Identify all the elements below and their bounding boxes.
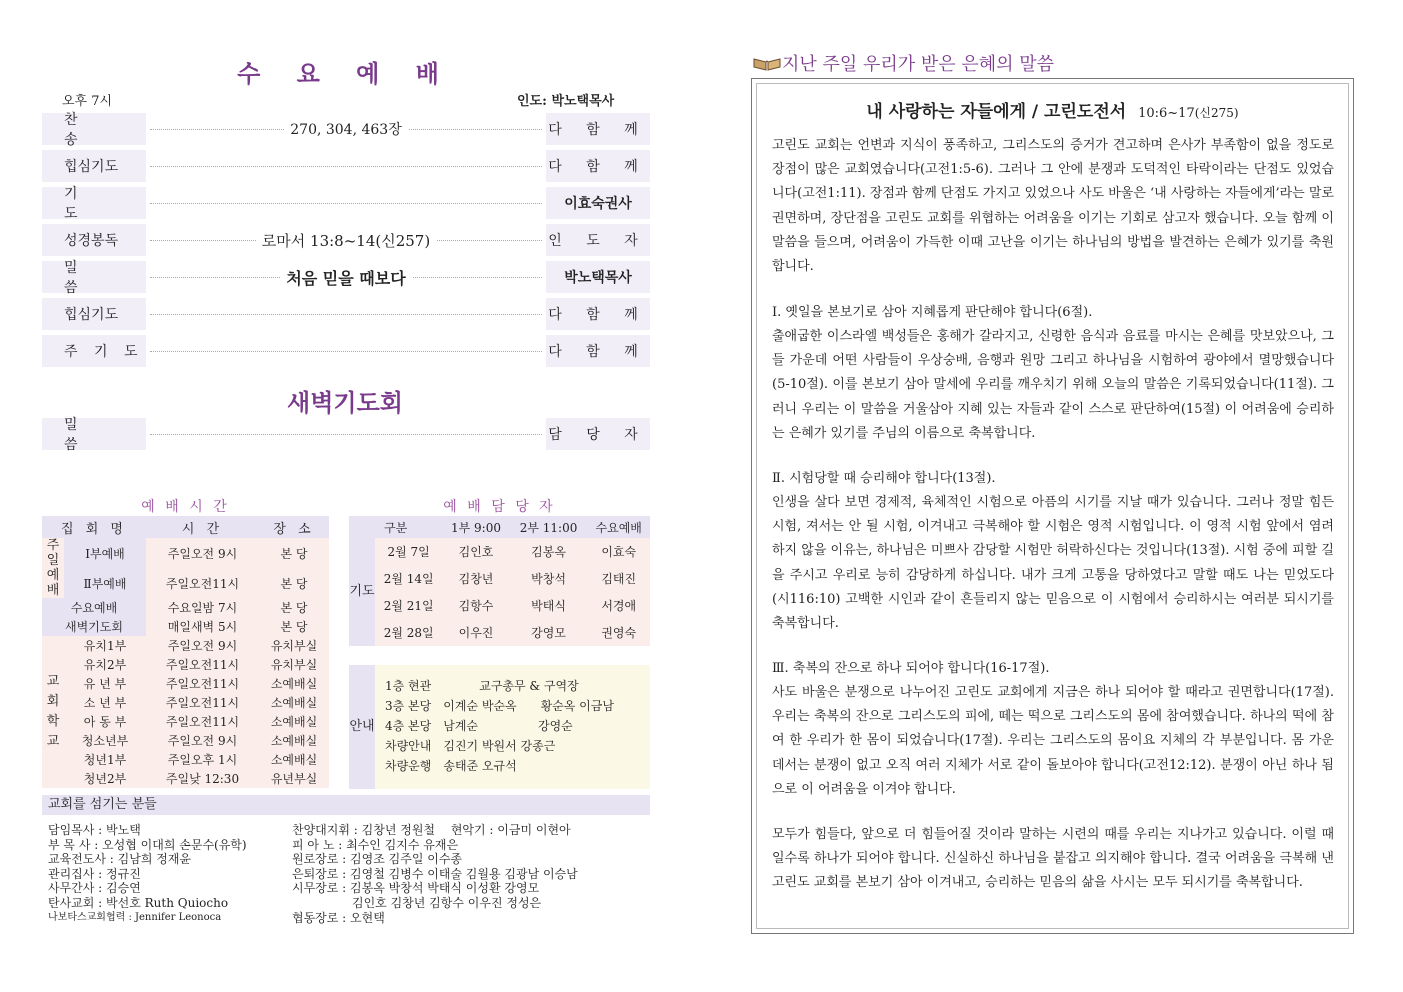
table-cell: 2월 28일 [375, 619, 442, 646]
table-row [42, 598, 329, 617]
table-cell: 소예배실 [259, 750, 329, 769]
table-cell: 유치부실 [259, 655, 329, 674]
sermon-title-line [756, 97, 1349, 122]
wed-service-time: 오후 7시 [62, 94, 113, 109]
table-cell: 유 년 부 [64, 674, 146, 693]
table-row [42, 769, 329, 788]
staff-line: 부 목 사 : 오성협 이대희 손문수(유학) [48, 837, 247, 852]
guide-group-label: 안내 [349, 665, 375, 789]
point-body: 사도 바울은 분쟁으로 나누어진 고린도 교회에게 지금은 하나 되어야 할 때라고 권면합니다(17절). 우리는 축복의 잔으로 그리스도의 피에, 떼는 떡으로 그리스도의 몸에 참여했습니다. 하나의 떡에 참여 한 우리가 한 몸이 되었습니다(17절). 우리는 그리스도의 몸이요 지체의 각 부분입니다. 몸 가운데서는 분쟁이 없고 오직 여러 지체가 서로 같이 돌보아야 합니다(고전12:12). 분쟁이 아닌 하나 됨으로 이 어려움을 이겨야 합니다. [772, 685, 1334, 797]
table-cell: 2월 21일 [375, 592, 442, 619]
point-body: 출애굽한 이스라엘 백성들은 홍해가 갈라지고, 신령한 음식과 음료를 마시는 은혜를 맛보았으나, 그들 가운데 어떤 사람들이 우상숭배, 음행과 원망 그리고 하나님을 시험하여 광야에서 멸망했습니다(5-10절). 이를 본보기 삼아 말세에 우리를 깨우치기 위해 오늘의 말씀은 기록되었습니다(11절). 그러니 우리는 이 말씀을 거울삼아 지혜 있는 자들과 같이 스스로 판단하여(15절) 이 어려움에 승리하는 은혜가 있기를 주님의 이름으로 축복합니다. [772, 329, 1334, 441]
dawn-row [42, 417, 650, 453]
table-cell: 소예배실 [259, 712, 329, 731]
sermon-header-text: 지난 주일 우리가 받은 은혜의 말씀 [782, 54, 1055, 75]
table-cell: 서경애 [587, 592, 650, 619]
order-row [42, 186, 650, 222]
table-cell: 수요일밤 7시 [146, 598, 259, 617]
table-cell: 박태식 [510, 592, 588, 619]
table-cell: 주일오전 9시 [146, 538, 259, 568]
duty-table [349, 516, 650, 646]
table-row [42, 538, 329, 568]
table-row [42, 712, 329, 731]
order-person: 담 당 자 [546, 418, 650, 450]
order-row [42, 112, 650, 148]
order-row [42, 150, 650, 182]
staff-left-list [48, 823, 247, 925]
table-cell: 박창석 [510, 565, 588, 592]
staff-line: 찬양대지휘 : 김창년 정원철 현악기 : 이금미 이현아 [292, 823, 571, 837]
school-group-label: 교회학교 [42, 636, 64, 788]
table-cell: 본 당 [259, 538, 329, 568]
table-cell: 수요예배 [42, 598, 146, 617]
duty-title: 예 배 담 당 자 [443, 499, 556, 515]
staff-line: 김인호 김창년 김항수 이우진 정성은 [292, 895, 542, 910]
order-label: 찬 송 [42, 113, 146, 145]
order-label: 주 기 도 [42, 335, 146, 367]
table-cell: 소예배실 [259, 693, 329, 712]
col-header: 집 회 명 [42, 516, 146, 538]
sermon-ref: 10:6~17 [1138, 106, 1195, 121]
col-header: 수요예배 [587, 516, 650, 538]
table-cell: 청년2부 [64, 769, 146, 788]
table-cell: 2월 7일 [375, 538, 442, 565]
order-label: 힙심기도 [42, 298, 146, 330]
sunday-group-label: 주일예배 [42, 538, 64, 598]
col-header: 장 소 [259, 516, 329, 538]
table-cell: 본 당 [259, 598, 329, 617]
order-label: 성경봉독 [42, 224, 146, 256]
table-cell: 김태진 [587, 565, 650, 592]
table-row [349, 592, 650, 619]
table-cell: 이효숙 [587, 538, 650, 565]
staff-line: 담임목사 : 박노택 [48, 823, 141, 837]
table-cell: 주일오전11시 [146, 568, 259, 598]
guide-line: 차량운행 송태준 오규석 [385, 759, 517, 773]
sermon-ref-note: (신275) [1194, 106, 1239, 120]
sermon-title: 처음 믿을 때보다 [280, 266, 411, 289]
guide-line: 차량안내 김진기 박원서 강종근 [385, 739, 556, 753]
order-person: 다 함 께 [546, 298, 650, 330]
table-cell: 강영모 [510, 619, 588, 646]
table-cell: 청년1부 [64, 750, 146, 769]
table-cell: 유치1부 [64, 636, 146, 655]
order-person: 박노택목사 [546, 261, 650, 293]
table-cell: 주일오전11시 [146, 674, 259, 693]
point-body: 인생을 살다 보면 경제적, 육체적인 시험으로 아픔의 시기를 지날 때가 있습니다. 그러나 정말 힘든 시험, 져서는 안 될 시험, 이겨내고 극복해야 할 시험은 영적 시험입니다. 이 영적 시험 앞에서 염려하지 않을 이유는, 하나님은 미쁘사 감당할 시험만 허락하신다는 것입니다(13절). 시험 중에 피할 길을 주시고 우리로 능히 감당하게 하십니다. 내가 크게 고통을 당하였다고 말할 때도 나는 믿었도다(시116:10) 고백한 시인과 같이 흔들리지 않는 믿음으로 이 시험에서 승리하시는 여러분 되시기를 축복합니다. [772, 495, 1334, 632]
sermon-conclusion: 모두가 힘들다, 앞으로 더 힘들어질 것이라 말하는 시련의 때를 우리는 지나가고 있습니다. 이럴 때일수록 하나가 되어야 합니다. 신실하신 하나님을 붙잡고 의지해야 합니다. 결국 어려움을 극복해 낸 고린도 교회를 본보기 삼아 이겨내고, 승리하는 믿음의 삶을 사시는 모두 되시기를 축복합니다. [772, 827, 1334, 891]
wed-service-leader: 인도: 박노택목사 [517, 94, 615, 109]
table-cell: 김봉옥 [510, 538, 588, 565]
table-cell: 이우진 [442, 619, 509, 646]
order-label: 밀 씀 [42, 261, 146, 293]
table-cell: 청소년부 [64, 731, 146, 750]
table-cell: 소예배실 [259, 674, 329, 693]
order-label: 힙심기도 [42, 150, 146, 182]
col-header: 구분 [349, 516, 442, 538]
table-cell: 유치부실 [259, 636, 329, 655]
table-cell: 주일오전11시 [146, 655, 259, 674]
open-book-icon [752, 54, 782, 72]
guide-line: 1층 현관 교구총무 & 구역장 [385, 679, 579, 693]
table-cell: 김창년 [442, 565, 509, 592]
table-row [42, 731, 329, 750]
table-row [42, 617, 329, 636]
table-cell: 주일오전11시 [146, 693, 259, 712]
order-person: 이효숙권사 [546, 187, 650, 219]
servers-title: 교회를 섬기는 분들 [42, 795, 650, 815]
staff-line: 교육전도사 : 김남희 정재윤 [48, 852, 191, 867]
order-row [42, 260, 650, 296]
order-person: 다 함 께 [546, 335, 650, 367]
sermon-header [752, 50, 1054, 76]
point-heading: Ⅰ. 옛일을 본보기로 삼아 지혜롭게 판단해야 합니다(6절). [772, 305, 1093, 320]
table-cell: 주일오전 9시 [146, 636, 259, 655]
order-label: 밀 씀 [42, 418, 146, 450]
dawn-prayer-title: 새벽기도회 [287, 388, 403, 417]
staff-line: 나보타스교회협력 : Jennifer Leonoca [48, 911, 222, 923]
point-heading: Ⅲ. 축복의 잔으로 하나 되어야 합니다(16-17절). [772, 661, 1050, 676]
schedule-title: 예 배 시 간 [141, 499, 230, 515]
table-cell: 권영숙 [587, 619, 650, 646]
table-cell: Ⅱ부예배 [64, 568, 146, 598]
table-cell: 유년부실 [259, 769, 329, 788]
table-row [42, 750, 329, 769]
table-cell: 김항수 [442, 592, 509, 619]
staff-line: 탄사교회 : 박선호 Ruth Quiocho [48, 895, 229, 910]
staff-line: 사무간사 : 김승연 [48, 881, 141, 896]
staff-line: 은퇴장로 : 김영철 김병수 이태술 김월용 김광남 이승남 [292, 866, 578, 881]
sermon-title: 내 사랑하는 자들에게 / 고린도전서 [866, 102, 1127, 122]
sermon-intro: 고린도 교회는 언변과 지식이 풍족하고, 그리스도의 증거가 견고하며 은사가 부족함이 없을 정도로 장점이 많은 교회였습니다(고전1:5-6). 그러나 그 안에 분쟁과 도덕적인 타락이라는 단점도 있었습니다(고전1:11). 장점과 함께 단점도 가지고 있었으나 사도 바울은 ‘내 사랑하는 자들에게’라는 말로 권면하며, 장단점을 고린도 교회를 위협하는 어려움을 이기는 기회로 삼고자 했습니다. 오늘 함께 이 말씀을 들으며, 어려움이 가득한 이때 고난을 이기는 하나님의 방법을 발견하는 은혜가 있기를 축원합니다. [772, 138, 1334, 275]
table-row [349, 619, 650, 646]
schedule-table [42, 516, 329, 788]
table-cell: 주일오전 9시 [146, 731, 259, 750]
order-person: 다 함 께 [546, 113, 650, 145]
col-header: 시 간 [146, 516, 259, 538]
table-row [42, 568, 329, 598]
staff-line: 협동장로 : 오현택 [292, 910, 385, 925]
table-row [42, 674, 329, 693]
table-cell: 새벽기도회 [42, 617, 146, 636]
staff-right-list [292, 823, 578, 925]
table-cell: 2월 14일 [375, 565, 442, 592]
order-row [42, 335, 650, 367]
table-cell: 본 당 [259, 617, 329, 636]
point-heading: Ⅱ. 시험당할 때 승리해야 합니다(13절). [772, 471, 996, 486]
table-cell: 주일낮 12:30 [146, 769, 259, 788]
order-content: 270, 304, 463장 [284, 119, 408, 139]
table-cell: 주일오후 1시 [146, 750, 259, 769]
order-content: 로마서 13:8~14(신257) [256, 230, 436, 251]
col-header: 1부 9:00 [442, 516, 509, 538]
table-cell: 소예배실 [259, 731, 329, 750]
order-person: 다 함 께 [546, 150, 650, 182]
staff-line: 시무장로 : 김봉옥 박창석 박태식 이성환 강영모 [292, 881, 540, 896]
staff-line: 피 아 노 : 최수인 김지수 유재은 [292, 837, 459, 852]
table-cell: 아 동 부 [64, 712, 146, 731]
order-person: 인 도 자 [546, 224, 650, 256]
staff-line: 원로장로 : 김영조 김주일 이수종 [292, 852, 462, 867]
table-cell: 주일오전11시 [146, 712, 259, 731]
prayer-group-label: 기도 [349, 538, 375, 646]
table-row [349, 538, 650, 565]
table-cell: Ⅰ부예배 [64, 538, 146, 568]
order-row [42, 224, 650, 256]
table-row [42, 655, 329, 674]
table-cell: 본 당 [259, 568, 329, 598]
guide-line: 3층 본당 이계순 박순옥 황순옥 이금남 [385, 699, 614, 713]
col-header: 2부 11:00 [510, 516, 588, 538]
table-cell: 유치2부 [64, 655, 146, 674]
table-cell: 김인호 [442, 538, 509, 565]
staff-line: 관리집사 : 정규진 [48, 866, 141, 881]
table-row [42, 693, 329, 712]
order-row [42, 298, 650, 330]
table-cell: 매일새벽 5시 [146, 617, 259, 636]
table-row [42, 636, 329, 655]
wed-service-title: 수 요 예 배 [237, 59, 453, 88]
table-row [349, 565, 650, 592]
table-cell: 소 년 부 [64, 693, 146, 712]
order-label: 기 도 [42, 187, 146, 219]
guide-line: 4층 본당 남계순 강영순 [385, 719, 573, 733]
